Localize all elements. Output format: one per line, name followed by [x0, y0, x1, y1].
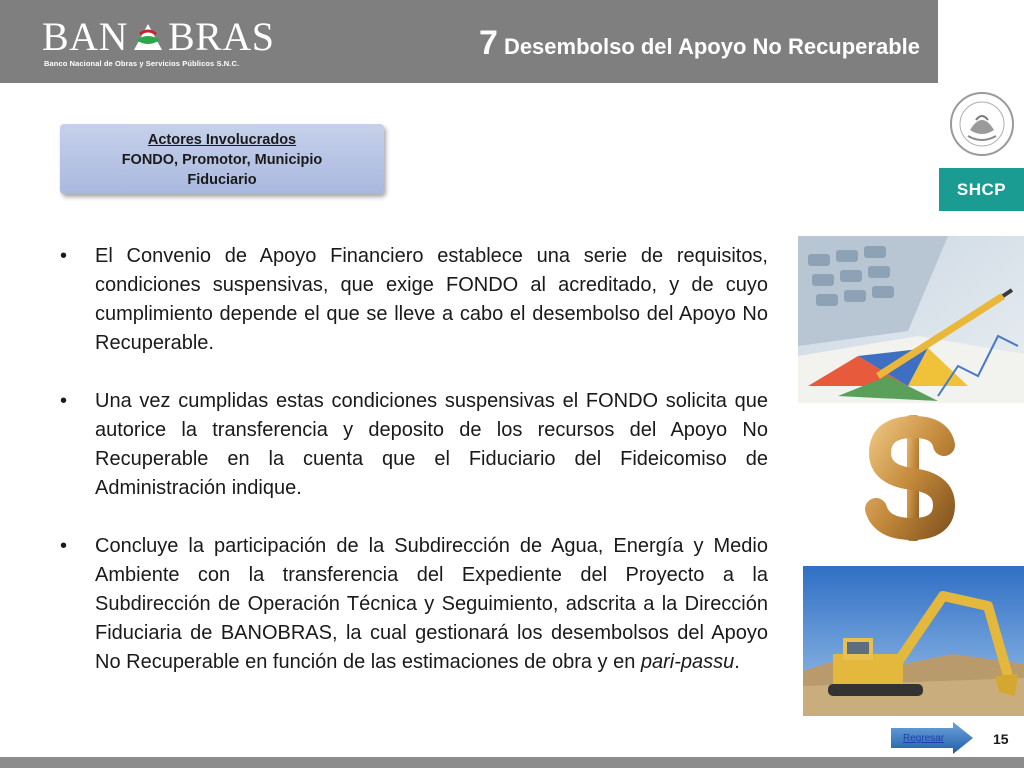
dollar-sign-image [852, 413, 972, 543]
calculator-chart-photo [798, 236, 1024, 403]
actors-line-1: FONDO, Promotor, Municipio [121, 152, 323, 168]
logo-text-left: BAN [42, 14, 128, 59]
logo-text-right: BRAS [167, 14, 275, 59]
slide-title [479, 24, 920, 63]
back-button-label[interactable]: Regresar [903, 733, 945, 744]
header-bar [0, 0, 938, 83]
bullet-item: • El Convenio de Apoyo Financiero establece una serie de requisitos, condiciones suspensivas, que exige FONDO al acreditado, y de cuyo cumplimiento depende el que se lleve a cabo el desembolso del Apoyo No Recuperable. [60, 242, 768, 358]
bullet-item: • Una vez cumplidas estas condiciones suspensivas el FONDO solicita que autorice la transferencia y deposito de los recursos del Apoyo No Recuperable en la cuenta que el Fiduciario del Fideicomiso de Administración indique. [60, 387, 768, 503]
excavator-photo [803, 566, 1024, 716]
footer-bar [0, 757, 1024, 768]
bullet-text: Concluye la participación de la Subdirección de Agua, Energía y Medio Ambiente con la transferencia del Expediente del Proyecto a la Subdirección de Operación Técnica y Seguimiento, adscrita a la Dirección Fiduciaria de BANOBRAS, la cual gestionará los desembolsos del Apoyo No Recuperable en función de las estimaciones de obra y en [95, 535, 768, 673]
slide-title-number: 7 [479, 24, 498, 62]
calculator-chart-image [798, 236, 1024, 403]
mexican-seal-icon [948, 90, 1016, 158]
excavator-image [803, 566, 1024, 716]
back-button[interactable] [891, 722, 973, 754]
shcp-badge: SHCP [939, 168, 1024, 211]
actors-heading: Actores Involucrados [147, 132, 297, 148]
page-number: 15 [993, 731, 1009, 747]
actors-line-2: Fiduciario [187, 172, 257, 188]
logo-emblem-icon [128, 20, 168, 54]
bullet-italic-text: pari-passu [640, 651, 735, 673]
dollar-sign-photo [852, 413, 972, 543]
actors-box [60, 124, 384, 194]
bullet-item [60, 532, 768, 677]
bullet-list [60, 242, 768, 706]
logo-subtitle: Banco Nacional de Obras y Servicios Públicos S.N.C. [44, 59, 240, 68]
logo-wordmark [42, 16, 274, 58]
slide-title-text: Desembolso del Apoyo No Recuperable [503, 34, 920, 59]
bullet-text-end: . [734, 651, 740, 673]
banobras-logo [42, 14, 275, 72]
